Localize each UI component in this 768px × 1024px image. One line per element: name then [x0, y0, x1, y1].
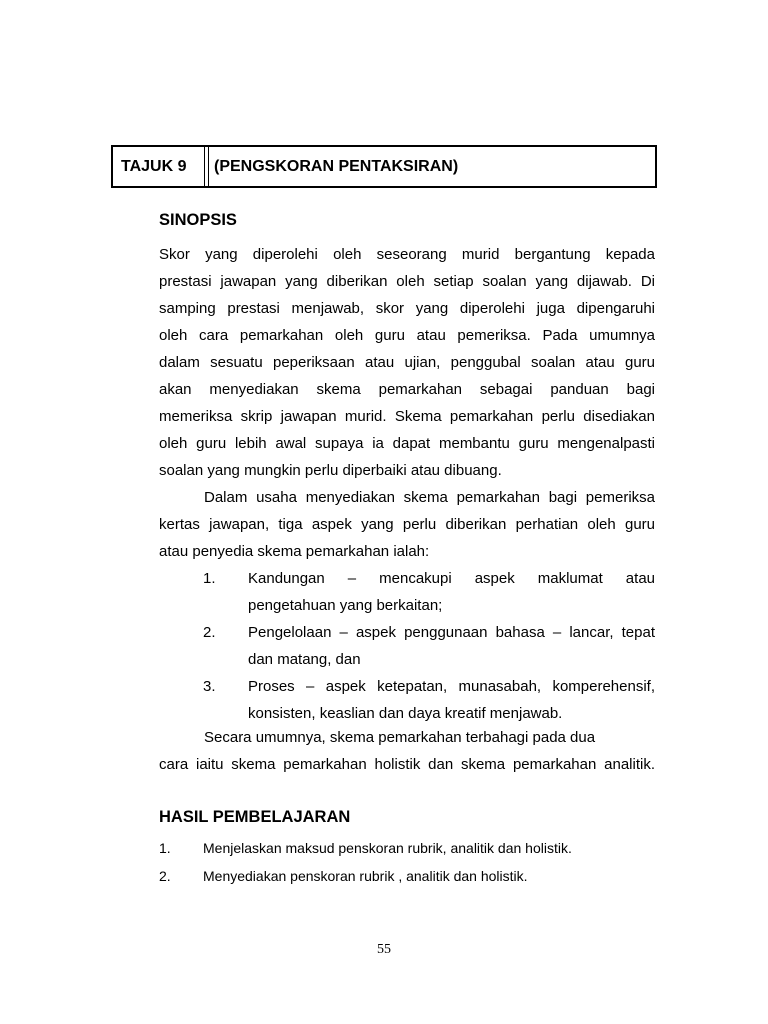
text-line: pengetahuan yang berkaitan;	[248, 597, 443, 614]
text-line: Skor yang diperolehi oleh seseorang murid bergantung kepada	[159, 246, 655, 263]
text-line: dan matang, dan	[248, 651, 361, 668]
synopsis-paragraph-3	[159, 724, 655, 778]
aspect-list	[159, 565, 655, 727]
list-item	[159, 862, 655, 890]
text-line: memeriksa skrip jawapan murid. Skema pemarkahan perlu disediakan	[159, 408, 655, 425]
list-number: 2.	[203, 624, 216, 641]
text-line: cara iaitu skema pemarkahan holistik dan skema pemarkahan analitik.	[159, 756, 655, 773]
outcomes-heading: HASIL PEMBELAJARAN	[159, 808, 351, 826]
text-line: dalam sesuatu peperiksaan atau ujian, penggubal soalan atau guru	[159, 354, 655, 371]
text-line: prestasi jawapan yang diberikan oleh setiap soalan yang dijawab. Di	[159, 273, 655, 290]
list-item	[159, 565, 655, 619]
synopsis-paragraph-1	[159, 241, 655, 484]
page-number: 55	[377, 942, 391, 957]
chapter-title-box	[111, 145, 657, 188]
list-number: 3.	[203, 678, 216, 695]
outcomes-list	[159, 834, 655, 890]
list-number: 2.	[159, 868, 171, 884]
text-line: oleh guru lebih awal supaya ia dapat membantu guru mengenalpasti	[159, 435, 655, 452]
text-line: samping prestasi menjawab, skor yang diperolehi juga dipengaruhi	[159, 300, 655, 317]
list-text: Menjelaskan maksud penskoran rubrik, analitik dan holistik.	[203, 840, 572, 856]
list-number: 1.	[203, 570, 216, 587]
list-text: Menyediakan penskoran rubrik , analitik dan holistik.	[203, 868, 528, 884]
text-line: soalan yang mungkin perlu diperbaiki atau dibuang.	[159, 462, 502, 479]
synopsis-heading: SINOPSIS	[159, 211, 237, 229]
text-line: oleh cara pemarkahan oleh guru atau pemeriksa. Pada umumnya	[159, 327, 655, 344]
text-line: atau penyedia skema pemarkahan ialah:	[159, 543, 430, 560]
text-line: kertas jawapan, tiga aspek yang perlu diberikan perhatian oleh guru	[159, 516, 655, 533]
text-line: Proses – aspek ketepatan, munasabah, komperehensif,	[248, 678, 655, 695]
chapter-title: (PENGSKORAN PENTAKSIRAN)	[208, 147, 655, 186]
text-line: Kandungan – mencakupi aspek maklumat atau	[248, 570, 655, 587]
text-line: konsisten, keaslian dan daya kreatif menjawab.	[248, 705, 563, 722]
text-line: Dalam usaha menyediakan skema pemarkahan bagi pemeriksa	[204, 489, 655, 506]
text-line: akan menyediakan skema pemarkahan sebagai panduan bagi	[159, 381, 655, 398]
text-line: Secara umumnya, skema pemarkahan terbahagi pada dua	[204, 729, 596, 746]
text-line: Pengelolaan – aspek penggunaan bahasa – lancar, tepat	[248, 624, 655, 641]
list-number: 1.	[159, 840, 171, 856]
list-item	[159, 673, 655, 727]
list-item	[159, 619, 655, 673]
synopsis-paragraph-2	[159, 484, 655, 565]
chapter-label: TAJUK 9	[113, 147, 205, 186]
list-item	[159, 834, 655, 862]
